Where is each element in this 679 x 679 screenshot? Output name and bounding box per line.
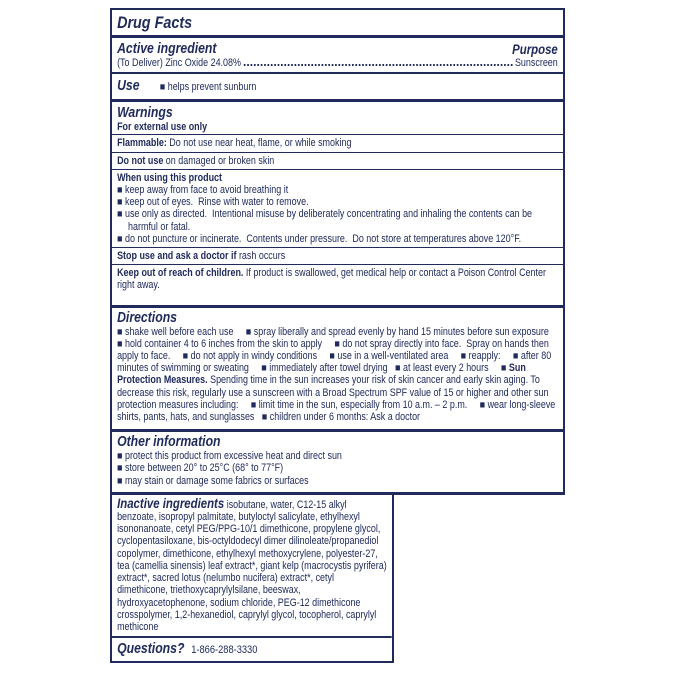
keep-out-of-reach-subsection: [112, 265, 563, 304]
inactive-ingredients-heading: Inactive ingredients: [117, 495, 225, 511]
dotted-leader: [243, 64, 512, 66]
use-heading: Use: [117, 78, 140, 95]
when-using-subsection: [112, 170, 563, 247]
other-information-item: ■ protect this product from excessive heat and direct sun: [117, 450, 342, 463]
stop-use-subsection: [112, 248, 563, 264]
active-ingredient-section: [112, 38, 563, 72]
main-panel-content: [112, 10, 563, 492]
directions-text: ■ shake well before each use ■ spray liberally and spread evenly by hand 15 minutes before sun exposure ■ hold container 4 to 6 inches from the skin to apply ■ do not spray directly into face. Spray on hands then apply to face. ■ do not apply in windy conditions ■ use in a well-ventilated area ■ reapply: ■ after 80 minutes of swimming or sweating ■ immediately after towel drying ■ at least every 2 hours ■ Sun Protection Measures. Spending time in the sun increases your risk of skin cancer and early skin aging. To decrease this risk, regularly use a sunscreen with a Broad Spectrum SPF value of 15 or higher and other sun protection measures including: ■ limit time in the sun, especially from 10 a.m. – 2 p.m. ■ wear long-sleeve shirts, pants, hats, and sunglasses ■ children under 6 months: Ask a doctor: [117, 325, 562, 424]
drug-facts-label: [110, 8, 565, 663]
inactive-ingredients-section: [112, 495, 392, 636]
inactive-ingredients-text: Inactive ingredients isobutane, water, C12-15 alkyl benzoate, isopropyl palmitate, butyloctyl salicylate, ethylhexyl isononanoate, cetyl PEG/PPG-10/1 dimethicone, propylene glycol, cyclopentasiloxane, bis-octyldodecyl dimer dilinoleate/propanediol copolymer, dimethicone, ethylhexyl methoxycrylene, polyester-27, tea (camellia sinensis) leaf extract*, giant kelp (macrocystis pyrifera) extract*, sacred lotus (nelumbo nucifera) extract*, cetyl dimethicone, triethoxycaprylylsilane, beeswax, hydroxyacetophenone, sodium chloride, PEG-12 dimethicone crosspolymer, 1,2-hexanediol, caprylyl glycol, tocopherol, caprylyl methicone: [117, 495, 390, 633]
use-text: ■ helps prevent sunburn: [159, 81, 257, 94]
questions-section: [112, 638, 392, 661]
warnings-heading: Warnings: [117, 105, 173, 122]
keep-out-of-reach-text: Keep out of reach of children. If product is swallowed, get medical help or contact a Poison Control Center right away.: [117, 267, 549, 292]
drug-facts-main-panel: [110, 8, 565, 495]
drug-facts-title-section: [112, 10, 563, 35]
questions-heading: Questions?: [117, 641, 185, 658]
do-not-use-subsection: [112, 153, 563, 169]
drug-facts-title: Drug Facts: [117, 13, 193, 32]
inactive-ingredients-panel: [110, 495, 394, 663]
purpose-value: Sunscreen: [514, 57, 558, 69]
when-using-item: ■ keep out of eyes. Rinse with water to remove.: [117, 196, 309, 209]
other-information-item: ■ store between 20° to 25°C (68° to 77°F): [117, 462, 284, 475]
warnings-section: [112, 102, 563, 134]
purpose-heading: Purpose: [512, 42, 558, 57]
when-using-item: ■ keep away from face to avoid breathing it: [117, 184, 289, 197]
directions-section: [112, 308, 563, 430]
flammable-subsection: [112, 135, 563, 151]
when-using-item: ■ use only as directed. Intentional misuse by deliberately concentrating and inhaling the contents can be harmful or fatal.: [117, 208, 535, 233]
stop-use-text: Stop use and ask a doctor if rash occurs: [117, 250, 286, 263]
other-information-item: ■ may stain or damage some fabrics or surfaces: [117, 474, 309, 487]
other-information-section: [112, 432, 563, 492]
active-ingredient-heading: Active ingredient: [117, 41, 217, 57]
flammable-text: Flammable: Do not use near heat, flame, or while smoking: [117, 137, 352, 150]
do-not-use-text: Do not use on damaged or broken skin: [117, 154, 275, 167]
other-information-heading: Other information: [117, 434, 221, 451]
external-use-text: For external use only: [117, 121, 208, 134]
when-using-heading: When using this product: [117, 171, 222, 184]
active-ingredient-value: (To Deliver) Zinc Oxide 24.08%: [117, 57, 241, 69]
questions-phone-number: 1-866-288-3330: [191, 644, 258, 657]
when-using-item: ■ do not puncture or incinerate. Contents under pressure. Do not store at temperatures above 120°F.: [117, 232, 522, 245]
directions-heading: Directions: [117, 309, 177, 326]
bottom-panel-content: [112, 495, 392, 661]
use-section: [112, 74, 563, 99]
